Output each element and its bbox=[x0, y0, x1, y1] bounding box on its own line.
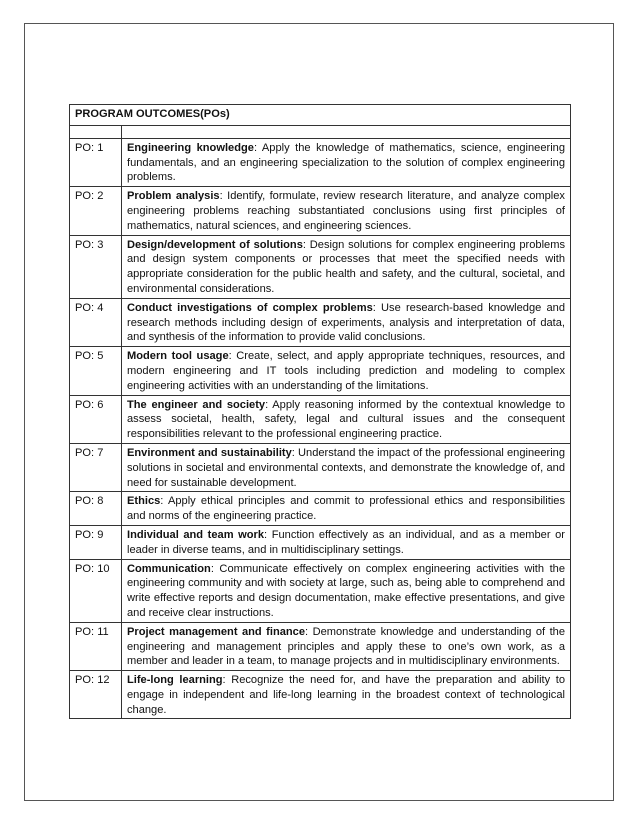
po-title: Conduct investigations of complex problems bbox=[127, 301, 373, 314]
po-number: PO: 3 bbox=[70, 235, 122, 298]
po-title: Communication bbox=[127, 562, 211, 575]
po-text: : Apply reasoning informed by the contextual knowledge to assess societal, health, safety, legal and cultural issues and the consequent responsibilities relevant to the professional engineering practice. bbox=[127, 398, 565, 441]
table-row bbox=[70, 347, 571, 395]
po-description bbox=[122, 187, 571, 235]
table-row bbox=[70, 298, 571, 346]
po-description bbox=[122, 492, 571, 526]
po-description bbox=[122, 671, 571, 719]
po-title: Ethics bbox=[127, 495, 161, 508]
po-text: : Understand the impact of the professional engineering solutions in societal and environmental contexts, and demonstrate the knowledge of, and need for sustainable development. bbox=[127, 446, 565, 489]
po-number: PO: 2 bbox=[70, 187, 122, 235]
program-outcomes-table bbox=[69, 104, 571, 719]
table-row bbox=[70, 443, 571, 491]
po-text: : Apply the knowledge of mathematics, science, engineering fundamentals, and an engineering specialization to the solution of complex engineering problems. bbox=[127, 141, 565, 184]
table-row bbox=[70, 525, 571, 559]
po-description bbox=[122, 525, 571, 559]
po-description bbox=[122, 622, 571, 670]
po-title: Engineering knowledge bbox=[127, 141, 254, 154]
table-heading: PROGRAM OUTCOMES(POs) bbox=[70, 105, 571, 126]
outcomes-body bbox=[70, 138, 571, 719]
table-row bbox=[70, 559, 571, 622]
po-description bbox=[122, 443, 571, 491]
po-number: PO: 4 bbox=[70, 298, 122, 346]
po-title: Project management and finance bbox=[127, 625, 306, 638]
po-text: : Use research-based knowledge and research methods including design of experiments, analysis and interpretation of data, and synthesis of the information to provide valid conclusions. bbox=[127, 301, 565, 344]
po-number: PO: 9 bbox=[70, 525, 122, 559]
po-number: PO: 11 bbox=[70, 622, 122, 670]
po-description bbox=[122, 559, 571, 622]
table-row bbox=[70, 187, 571, 235]
po-description bbox=[122, 395, 571, 443]
po-text: : Apply ethical principles and commit to professional ethics and responsibilities and norms of the engineering practice. bbox=[127, 495, 565, 523]
po-number: PO: 10 bbox=[70, 559, 122, 622]
table-row bbox=[70, 395, 571, 443]
po-description bbox=[122, 138, 571, 186]
table-row bbox=[70, 138, 571, 186]
table-row bbox=[70, 492, 571, 526]
po-text: : Communicate effectively on complex engineering activities with the engineering community and with society at large, such as, being able to comprehend and write effective reports and design documentation, make effective presentations, and give and receive clear instructions. bbox=[127, 562, 565, 619]
po-title: Environment and sustainability bbox=[127, 446, 292, 459]
po-number: PO: 1 bbox=[70, 138, 122, 186]
po-text: : Demonstrate knowledge and understanding of the engineering and management principles and apply these to one’s own work, as a member and leader in a team, to manage projects and in multidisciplinary environments. bbox=[127, 625, 565, 668]
po-title: Problem analysis bbox=[127, 190, 220, 203]
table-row bbox=[70, 622, 571, 670]
po-text: : Function effectively as an individual, and as a member or leader in diverse teams, and in multidisciplinary settings. bbox=[127, 528, 565, 556]
po-text: : Identify, formulate, review research literature, and analyze complex engineering problems reaching substantiated conclusions using first principles of mathematics, natural sciences, and engineering sciences. bbox=[127, 190, 565, 232]
po-text: : Design solutions for complex engineering problems and design system components or processes that meet the specified needs with appropriate consideration for the public health and safety, and the cultural, societal, and environmental considerations. bbox=[127, 238, 565, 295]
po-description bbox=[122, 235, 571, 298]
po-title: Individual and team work bbox=[127, 528, 265, 541]
po-title: Modern tool usage bbox=[127, 350, 229, 363]
po-description bbox=[122, 347, 571, 395]
po-title: Design/development of solutions bbox=[127, 238, 303, 251]
table-row bbox=[70, 235, 571, 298]
po-number: PO: 7 bbox=[70, 443, 122, 491]
table-header-row bbox=[70, 105, 571, 126]
po-number: PO: 5 bbox=[70, 347, 122, 395]
po-text: : Recognize the need for, and have the preparation and ability to engage in independent and life-long learning in the broadest context of technological change. bbox=[127, 674, 565, 716]
po-number: PO: 12 bbox=[70, 671, 122, 719]
spacer-row bbox=[70, 125, 571, 138]
po-description bbox=[122, 298, 571, 346]
po-title: Life-long learning bbox=[127, 674, 223, 687]
po-title: The engineer and society bbox=[127, 398, 266, 411]
po-text: : Create, select, and apply appropriate techniques, resources, and modern engineering and IT tools including prediction and modeling to complex engineering activities with an understanding of the limitations. bbox=[127, 350, 565, 392]
table-row bbox=[70, 671, 571, 719]
po-number: PO: 8 bbox=[70, 492, 122, 526]
po-number: PO: 6 bbox=[70, 395, 122, 443]
